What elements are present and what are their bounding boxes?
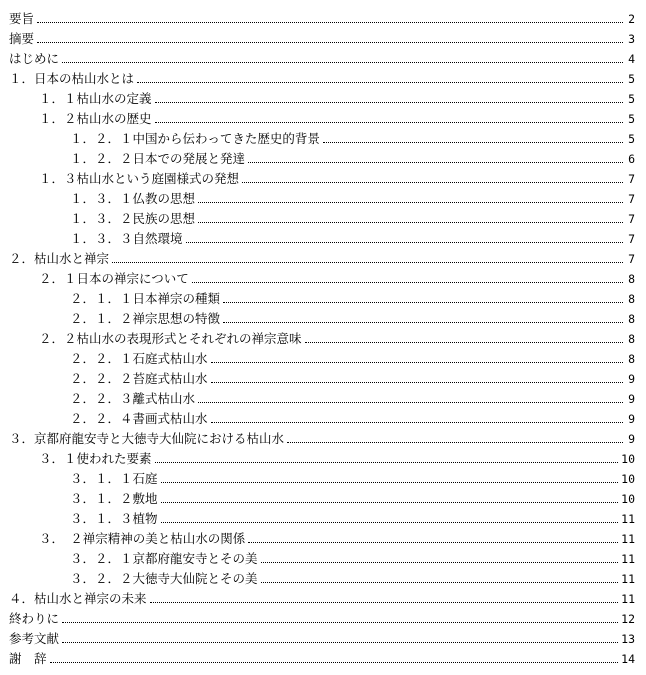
toc-entry-title: ２．２枯山水の表現形式とそれぞれの禅宗意味	[39, 331, 302, 346]
toc-entry-page-number: 11	[621, 532, 635, 546]
toc-entry-title: ２．２．４書画式枯山水	[70, 411, 208, 426]
toc-entry-title: ４．枯山水と禅宗の未来	[9, 591, 147, 606]
toc-entry-page-number: 10	[621, 452, 635, 466]
toc-entry[interactable]	[9, 409, 635, 429]
toc-entry-title: １．１枯山水の定義	[39, 91, 152, 106]
toc-entry-title: １．２．２日本での発展と発達	[70, 151, 246, 166]
toc-entry-title: ３．１．３植物	[70, 511, 158, 526]
dot-leader	[287, 442, 623, 443]
toc-entry-page-number: 7	[628, 252, 635, 266]
dot-leader	[161, 482, 619, 483]
toc-entry-page-number: 6	[628, 152, 635, 166]
dot-leader	[248, 162, 623, 163]
toc-entry-page-number: 11	[621, 572, 635, 586]
toc-entry-page-number: 5	[628, 112, 635, 126]
table-of-contents	[9, 9, 635, 669]
toc-entry-title: ２．１日本の禅宗について	[39, 271, 189, 286]
dot-leader	[155, 102, 623, 103]
toc-entry-page-number: 7	[628, 232, 635, 246]
toc-entry[interactable]	[9, 9, 635, 29]
toc-entry[interactable]	[9, 649, 635, 669]
dot-leader	[198, 222, 623, 223]
dot-leader	[62, 62, 623, 63]
toc-entry-page-number: 8	[628, 352, 635, 366]
toc-entry-title: １．３．３自然環境	[70, 231, 183, 246]
toc-entry-title: 要旨	[9, 11, 35, 26]
dot-leader	[261, 582, 619, 583]
toc-entry[interactable]	[9, 449, 635, 469]
toc-entry[interactable]	[9, 609, 635, 629]
toc-entry-page-number: 8	[628, 292, 635, 306]
toc-entry[interactable]	[9, 69, 635, 89]
toc-entry-page-number: 11	[621, 552, 635, 566]
toc-entry-title: １．３．１仏教の思想	[70, 191, 196, 206]
toc-entry[interactable]	[9, 329, 635, 349]
toc-entry-page-number: 8	[628, 272, 635, 286]
toc-entry-page-number: 2	[628, 12, 635, 26]
dot-leader	[137, 82, 623, 83]
dot-leader	[186, 242, 623, 243]
toc-entry[interactable]	[9, 529, 635, 549]
toc-entry-title: 参考文献	[9, 631, 60, 646]
toc-entry[interactable]	[9, 209, 635, 229]
dot-leader	[155, 462, 619, 463]
dot-leader	[211, 382, 623, 383]
toc-entry-page-number: 8	[628, 332, 635, 346]
toc-entry-title: １．２．１中国から伝わってきた歴史的背景	[70, 131, 320, 146]
dot-leader	[305, 342, 623, 343]
toc-entry-page-number: 8	[628, 312, 635, 326]
toc-entry-title: １．３．２民族の思想	[70, 211, 196, 226]
toc-entry-title: １．３枯山水という庭園様式の発想	[39, 171, 240, 186]
toc-entry[interactable]	[9, 589, 635, 609]
toc-entry-title: 終わりに	[9, 611, 60, 626]
dot-leader	[161, 522, 619, 523]
dot-leader	[323, 142, 623, 143]
toc-entry-page-number: 14	[621, 652, 635, 666]
toc-entry[interactable]	[9, 249, 635, 269]
toc-entry[interactable]	[9, 149, 635, 169]
toc-entry-title: ２．２．３離式枯山水	[70, 391, 196, 406]
dot-leader	[198, 202, 623, 203]
toc-entry[interactable]	[9, 429, 635, 449]
toc-entry[interactable]	[9, 509, 635, 529]
toc-entry[interactable]	[9, 349, 635, 369]
toc-entry[interactable]	[9, 229, 635, 249]
toc-entry[interactable]	[9, 389, 635, 409]
toc-entry-title: ３．１．２敷地	[70, 491, 158, 506]
toc-entry[interactable]	[9, 549, 635, 569]
dot-leader	[112, 262, 623, 263]
dot-leader	[198, 402, 623, 403]
dot-leader	[50, 662, 619, 663]
toc-entry[interactable]	[9, 29, 635, 49]
dot-leader	[155, 122, 623, 123]
toc-entry[interactable]	[9, 489, 635, 509]
toc-entry[interactable]	[9, 89, 635, 109]
dot-leader	[242, 182, 623, 183]
toc-entry[interactable]	[9, 189, 635, 209]
toc-entry-page-number: 12	[621, 612, 635, 626]
dot-leader	[261, 562, 619, 563]
toc-entry-title: ３． ２禅宗精神の美と枯山水の関係	[39, 531, 246, 546]
toc-entry-page-number: 11	[621, 512, 635, 526]
toc-entry[interactable]	[9, 569, 635, 589]
toc-entry[interactable]	[9, 629, 635, 649]
toc-entry-page-number: 5	[628, 92, 635, 106]
dot-leader	[211, 362, 623, 363]
dot-leader	[192, 282, 623, 283]
toc-entry-page-number: 7	[628, 212, 635, 226]
toc-entry-title: 謝 辞	[9, 651, 47, 666]
toc-entry-page-number: 9	[628, 392, 635, 406]
toc-entry-title: ２．２．１石庭式枯山水	[70, 351, 208, 366]
toc-entry-page-number: 9	[628, 432, 635, 446]
toc-entry[interactable]	[9, 309, 635, 329]
toc-entry-page-number: 4	[628, 52, 635, 66]
toc-entry-title: ３．１使われた要素	[39, 451, 152, 466]
toc-entry-title: 摘要	[9, 31, 35, 46]
dot-leader	[161, 502, 619, 503]
toc-entry-title: ３．京都府龍安寺と大徳寺大仙院における枯山水	[9, 431, 285, 446]
toc-entry-title: ２．１．１日本禅宗の種類	[70, 291, 221, 306]
dot-leader	[223, 302, 623, 303]
toc-entry-page-number: 13	[621, 632, 635, 646]
toc-entry[interactable]	[9, 269, 635, 289]
toc-entry-page-number: 9	[628, 372, 635, 386]
dot-leader	[248, 542, 618, 543]
toc-entry-title: ２．枯山水と禅宗	[9, 251, 110, 266]
dot-leader	[150, 602, 619, 603]
toc-entry[interactable]	[9, 289, 635, 309]
toc-entry-page-number: 5	[628, 132, 635, 146]
toc-entry[interactable]	[9, 129, 635, 149]
toc-entry[interactable]	[9, 49, 635, 69]
toc-entry-title: ３．１．１石庭	[70, 471, 158, 486]
toc-entry-title: ２．１．２禅宗思想の特徴	[70, 311, 221, 326]
toc-entry[interactable]	[9, 109, 635, 129]
toc-entry-title: ３．２．２大徳寺大仙院とその美	[70, 571, 258, 586]
dot-leader	[37, 22, 623, 23]
toc-entry-page-number: 9	[628, 412, 635, 426]
toc-entry-page-number: 7	[628, 192, 635, 206]
toc-entry-title: ３．２．１京都府龍安寺とその美	[70, 551, 258, 566]
dot-leader	[37, 42, 623, 43]
toc-entry-title: １．２枯山水の歴史	[39, 111, 152, 126]
toc-entry[interactable]	[9, 169, 635, 189]
dot-leader	[211, 422, 623, 423]
toc-entry[interactable]	[9, 469, 635, 489]
toc-entry[interactable]	[9, 369, 635, 389]
toc-entry-page-number: 7	[628, 172, 635, 186]
dot-leader	[62, 642, 618, 643]
dot-leader	[62, 622, 618, 623]
toc-entry-title: はじめに	[9, 51, 60, 66]
toc-entry-page-number: 5	[628, 72, 635, 86]
toc-entry-title: ２．２．２苔庭式枯山水	[70, 371, 208, 386]
toc-entry-page-number: 10	[621, 492, 635, 506]
toc-entry-page-number: 11	[621, 592, 635, 606]
toc-entry-title: １．日本の枯山水とは	[9, 71, 135, 86]
toc-entry-page-number: 3	[628, 32, 635, 46]
dot-leader	[223, 322, 623, 323]
toc-entry-page-number: 10	[621, 472, 635, 486]
